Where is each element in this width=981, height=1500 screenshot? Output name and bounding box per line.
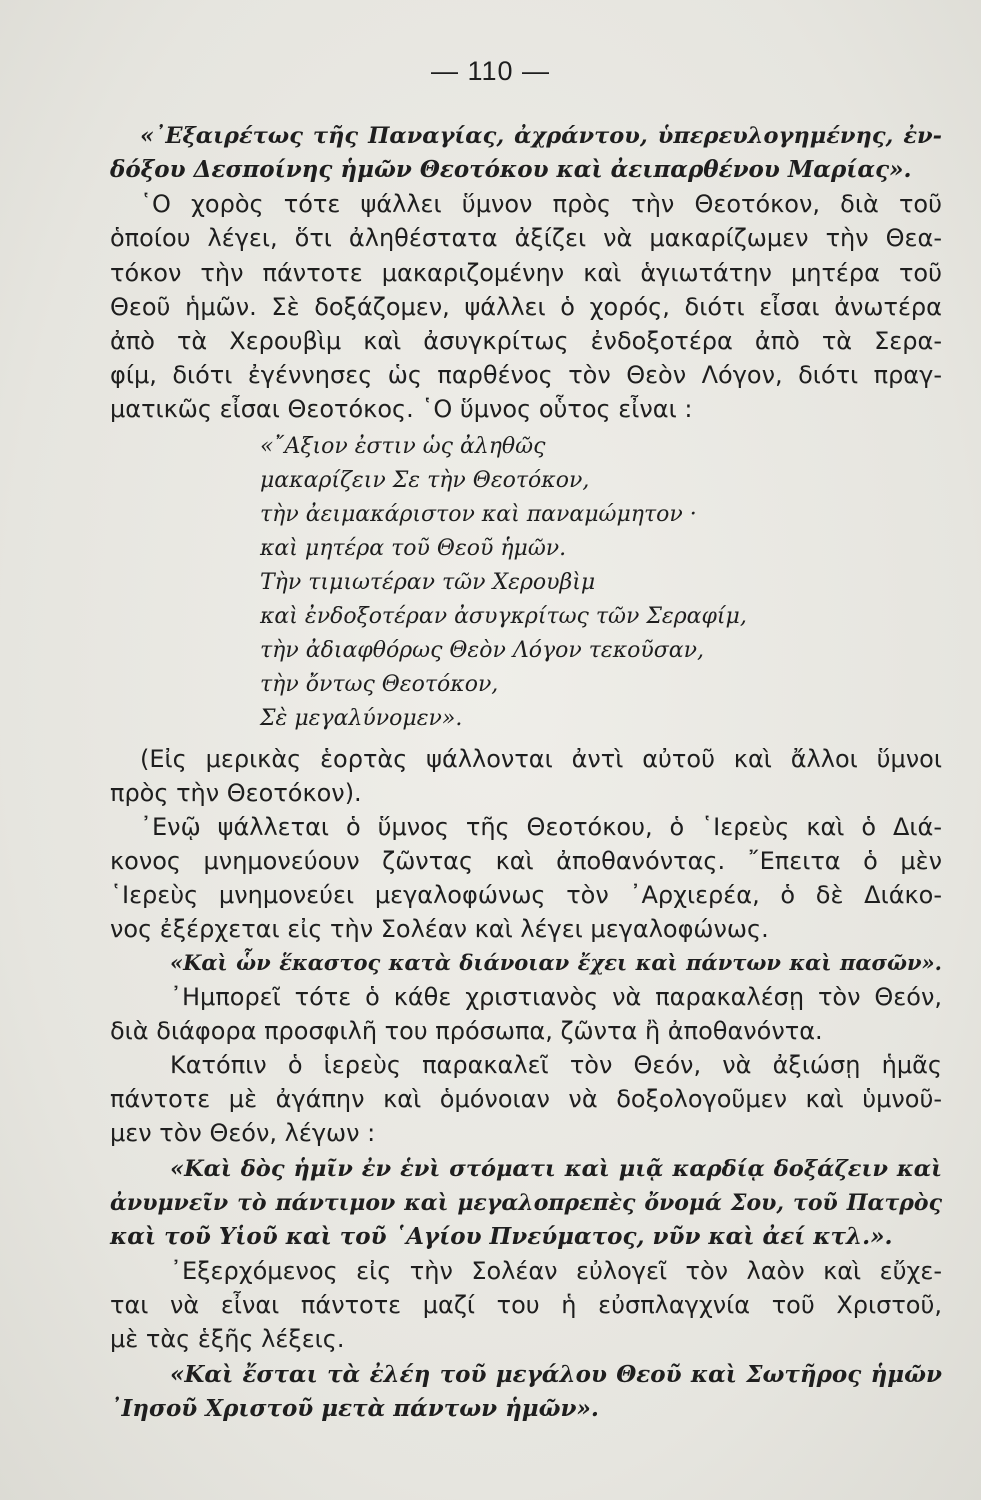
quote2-line-2: ἀνυμνεῖν τὸ πάντιμον καὶ μεγαλοπρεπὲς ὄνομά Σου, τοῦ Πατρὸς — [110, 1190, 942, 1216]
hymn-line-9: Σὲ μεγαλύνομεν». — [260, 706, 463, 731]
paragraph5-line-3: μεν τὸν Θεόν, λέγων : — [110, 1119, 376, 1147]
hymn-line-2: μακαρίζειν Σε τὴν Θεοτόκον, — [260, 468, 590, 493]
hymn-line-6: καὶ ἐνδοξοτέραν ἀσυγκρίτως τῶν Σεραφίμ, — [260, 604, 747, 629]
paragraph1-line-1: ῾Ο χορὸς τότε ψάλλει ὕμνον πρὸς τὴν Θεοτόκον, διὰ τοῦ — [140, 190, 942, 218]
hymn-line-5: Τὴν τιμιωτέραν τῶν Χερουβὶμ — [260, 570, 596, 595]
paragraph2-line-2: πρὸς τὴν Θεοτόκον). — [110, 779, 362, 807]
paragraph3-line-2: κονος μνημονεύουν ζῶντας καὶ ἀποθανόντας. ῎Επειτα ὁ μὲν — [110, 847, 942, 875]
paragraph6-line-1: ᾿Εξερχόμενος εἰς τὴν Σολέαν εὐλογεῖ τὸν λαὸν καὶ εὔχε- — [170, 1257, 942, 1285]
paragraph1-line-7: ματικῶς εἶσαι Θεοτόκος. ῾Ο ὕμνος οὗτος εἶναι : — [110, 395, 693, 423]
hymn-line-8: τὴν ὄντως Θεοτόκον, — [260, 672, 499, 697]
paragraph1-line-6: φίμ, διότι ἐγέννησες ὡς παρθένος τὸν Θεὸν Λόγον, διότι πραγ- — [110, 361, 942, 389]
quote2-line-3: καὶ τοῦ Υἱοῦ καὶ τοῦ ῾Αγίου Πνεύματος, νῦν καὶ ἀεί κτλ.». — [110, 1223, 893, 1250]
paragraph3-line-4: νος ἐξέρχεται εἰς τὴν Σολέαν καὶ λέγει μεγαλοφώνως. — [110, 915, 769, 943]
paragraph4-line-1: ᾿Ημπορεῖ τότε ὁ κάθε χριστιανὸς νὰ παρακαλέσῃ τὸν Θεόν, — [170, 983, 942, 1011]
paragraph1-line-2: ὁποίου λέγει, ὅτι ἀληθέστατα ἀξίζει νὰ μακαρίζωμεν τὴν Θεα- — [110, 224, 942, 252]
quote1-line: «Καὶ ὧν ἕκαστος κατὰ διάνοιαν ἔχει καὶ πάντων καὶ πασῶν». — [170, 950, 942, 975]
hymn-line-3: τὴν ἀειμακάριστον καὶ παναμώμητον · — [260, 502, 697, 527]
quote2-line-1: «Καὶ δὸς ἡμῖν ἐν ἑνὶ στόματι καὶ μιᾷ καρδίᾳ δοξάζειν καὶ — [170, 1156, 942, 1182]
heading-line-1: «᾿Εξαιρέτως τῆς Παναγίας, ἀχράντου, ὑπερευλογημένης, ἐν- — [140, 123, 942, 149]
hymn-line-4: καὶ μητέρα τοῦ Θεοῦ ἡμῶν. — [260, 536, 567, 561]
paragraph2-line-1: (Εἰς μερικὰς ἑορτὰς ψάλλονται ἀντὶ αὐτοῦ καὶ ἄλλοι ὕμνοι — [140, 745, 942, 773]
hymn-line-7: τὴν ἀδιαφθόρως Θεὸν Λόγον τεκοῦσαν, — [260, 638, 704, 663]
paragraph5-line-1: Κατόπιν ὁ ἱερεὺς παρακαλεῖ τὸν Θεόν, νὰ ἀξιώσῃ ἡμᾶς — [170, 1051, 942, 1079]
quote3-line-2: ᾿Ιησοῦ Χριστοῦ μετὰ πάντων ἡμῶν». — [110, 1395, 599, 1422]
paragraph3-line-3: ῾Ιερεὺς μνημονεύει μεγαλοφώνως τὸν ᾿Αρχιερέα, ὁ δὲ Διάκο- — [110, 881, 942, 909]
hymn-line-1: «῎Αξιον ἐστιν ὡς ἀληθῶς — [260, 434, 546, 459]
paragraph3-line-1: ᾿Ενῷ ψάλλεται ὁ ὕμνος τῆς Θεοτόκου, ὁ ῾Ιερεὺς καὶ ὁ Διά- — [140, 813, 942, 841]
page-number: — 110 — — [430, 56, 551, 86]
paragraph4-line-2: διὰ διάφορα προσφιλῆ του πρόσωπα, ζῶντα ἢ ἀποθανόντα. — [110, 1017, 823, 1045]
paragraph1-line-3: τόκον τὴν πάντοτε μακαριζομένην καὶ ἁγιωτάτην μητέρα τοῦ — [110, 259, 942, 287]
paragraph1-line-5: ἀπὸ τὰ Χερουβὶμ καὶ ἀσυγκρίτως ἐνδοξοτέρα ἀπὸ τὰ Σερα- — [110, 327, 942, 355]
paragraph6-line-2: ται νὰ εἶναι πάντοτε μαζί του ἡ εὐσπλαγχνία τοῦ Χριστοῦ, — [110, 1291, 942, 1319]
paragraph5-line-2: πάντοτε μὲ ἀγάπην καὶ ὁμόνοιαν νὰ δοξολογοῦμεν καὶ ὑμνοῦ- — [110, 1085, 942, 1113]
quote3-line-1: «Καὶ ἔσται τὰ ἐλέη τοῦ μεγάλου Θεοῦ καὶ Σωτῆρος ἡμῶν — [170, 1361, 942, 1388]
heading-line-2: δόξου Δεσποίνης ἡμῶν Θεοτόκου καὶ ἀειπαρθένου Μαρίας». — [110, 156, 912, 183]
paragraph1-line-4: Θεοῦ ἡμῶν. Σὲ δοξάζομεν, ψάλλει ὁ χορός, διότι εἶσαι ἀνωτέρα — [110, 293, 942, 321]
paragraph6-line-3: μὲ τὰς ἑξῆς λέξεις. — [110, 1325, 345, 1353]
